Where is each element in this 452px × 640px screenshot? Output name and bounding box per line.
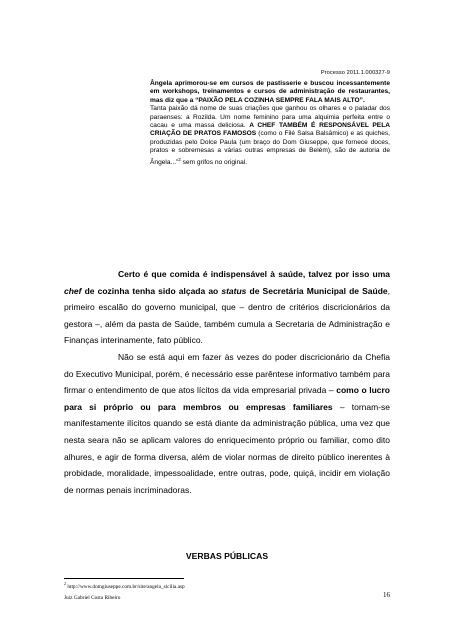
p2-bold: como o lucro para si próprio ou para membros ou empresas familiares (64, 385, 390, 412)
p1-rest: , primeiro escalão do governo municipal, que – dentro de critérios discricionários da gestora –, além da pasta de Saúde, também cumula a Secretaria de Administração e Finanças interinamente, fato público. (64, 285, 390, 346)
footnote-url[interactable]: http://www.domgiuseppe.com.br/site/angela_sicilia.asp (66, 583, 185, 590)
p1-chef: chef (64, 285, 82, 296)
paragraph-2 (64, 349, 390, 498)
body-text (64, 266, 390, 498)
footer-author: Juiz Gabriel Costa Ribeiro (64, 595, 121, 601)
quote-tail: sem grifos no original. (180, 158, 248, 166)
process-number: Processo 2011.1.000327-9 (320, 70, 390, 76)
paragraph-1 (64, 266, 390, 349)
p2-text-b: – tornam-se manifestamente ilícitos quando se está diante da administração pública, uma vez que nesta seara não se aplicam valores do enriquecimento próprio ou familiar, como dito alhures, e agir de forma diversa, além de violar normas de direito público inerentes à probidade, moralidade, impessoalidade, entre outras, pode, quiçá, incidir em violação de normas penais incriminadoras. (64, 401, 390, 495)
p1-bold-c: de Secretária Municipal de Saúde (246, 285, 388, 296)
footnote-number: 2 (64, 581, 66, 586)
block-quote (150, 80, 390, 167)
quote-text-2: (como o Filé Salsa Balsâmico) e as quiches, produzidas pelo Dolce Paula (um braço do Dom Giuseppe, que fornece doces, pratos e sobremesas a várias outras empresas de Belém), são de autoria de Ângela...” (150, 130, 390, 166)
p2-text-a: Não se está aqui em fazer às vezes do poder discricionário da Chefia do Executivo Municipal, porém, é necessário esse parêntese informativo também para firmar o entendimento de que atos lícitos da vida empresarial privada – (64, 351, 390, 396)
page-number: 16 (383, 591, 390, 599)
p1-status: status (221, 285, 247, 296)
quote-bold-2: A CHEF TAMBÉM É RESPONSÁVEL PELA CRIAÇÃO DE PRATOS FAMOSOS (150, 122, 390, 138)
section-title: VERBAS PÚBLICAS (185, 551, 269, 561)
footnote-divider (64, 578, 184, 579)
footnote (64, 581, 185, 590)
p1-bold-b: de cozinha tenha sido alçada ao (81, 285, 222, 296)
footnote-reference[interactable]: 2 (178, 156, 181, 162)
p1-bold-a: Certo é que comida é indispensável à saúde, talvez por isso uma (118, 269, 390, 279)
quote-text-1: Tanta paixão dá nome de suas criações que ganhou os olhares e o paladar dos paraenses: a Rozilda. Um nome feminino para uma alquimia perfeita entre o cacau e uma massa deliciosa. (150, 105, 390, 130)
quote-lead: Ângela aprimorou-se em cursos de pastisserie e buscou incessantemente em workshops, treinamentos e cursos de administração de restaurantes, mas diz que a “PAIXÃO PELA COZINHA SEMPRE FALA MAIS ALTO”. (150, 80, 390, 104)
